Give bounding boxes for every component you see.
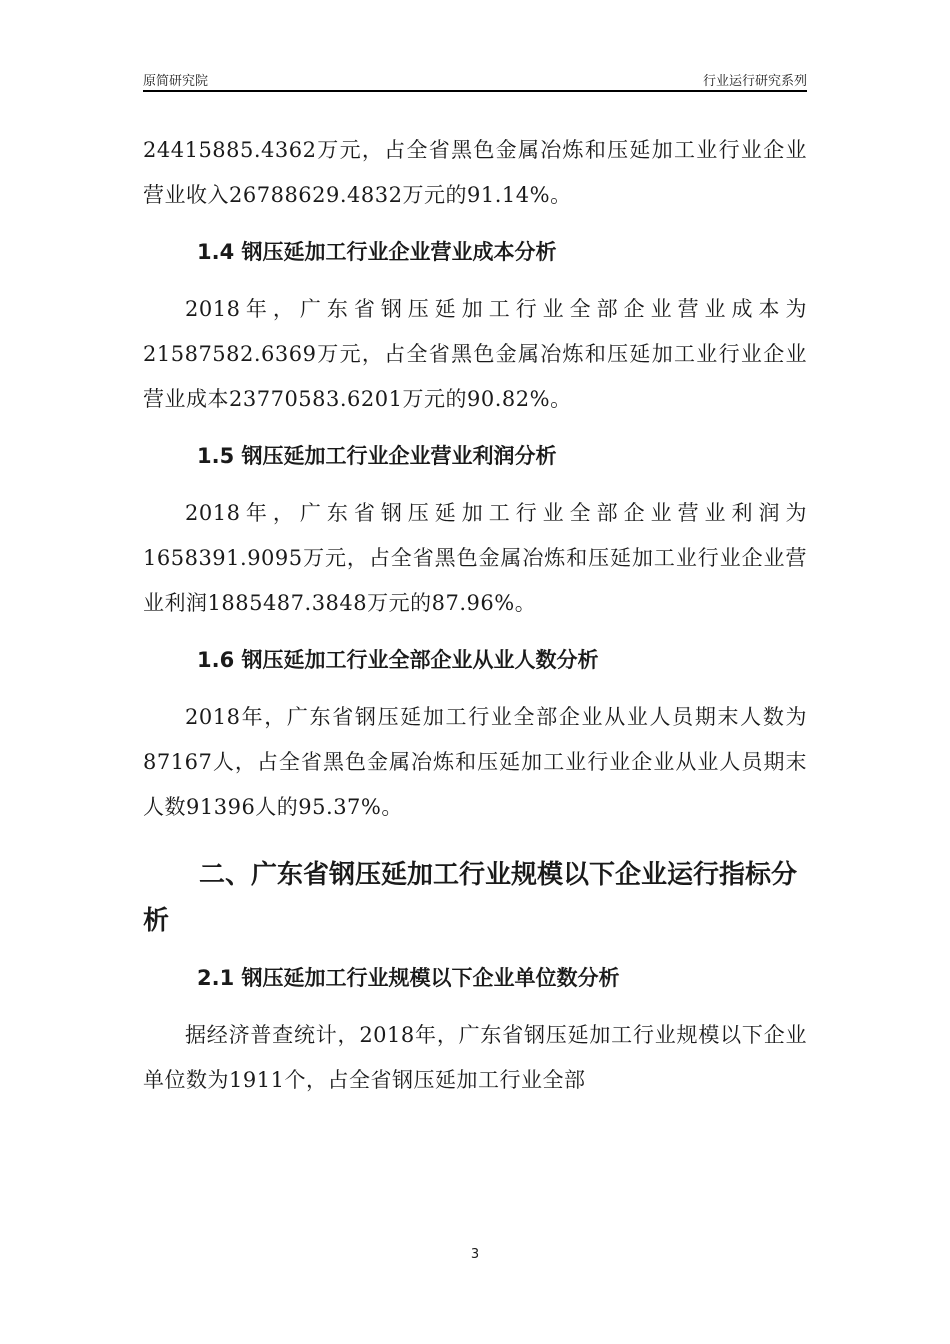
document-body — [143, 128, 807, 1103]
page-header — [143, 68, 807, 92]
paragraph-revenue-cont: 24415885.4362万元，占全省黑色金属冶炼和压延加工业行业企业营业收入26788629.4832万元的91.14%。 — [143, 138, 807, 207]
paragraph-profit: 2018年，广东省钢压延加工行业全部企业营业利润为1658391.9095万元，占全省黑色金属冶炼和压延加工业行业企业营业利润1885487.3848万元的87.96%。 — [143, 501, 807, 615]
paragraph-unit-count: 据经济普查统计，2018年，广东省钢压延加工行业规模以下企业单位数为1911个，占全省钢压延加工行业全部 — [143, 1023, 807, 1092]
heading-1-5: 1.5 钢压延加工行业企业营业利润分析 — [197, 444, 557, 468]
header-publisher: 原简研究院 — [143, 74, 209, 89]
heading-1-4: 1.4 钢压延加工行业企业营业成本分析 — [197, 240, 557, 264]
heading-2-1: 2.1 钢压延加工行业规模以下企业单位数分析 — [197, 966, 620, 990]
paragraph-employees: 2018年，广东省钢压延加工行业全部企业从业人员期末人数为87167人，占全省黑色金属冶炼和压延加工业行业企业从业人员期末人数91396人的95.37%。 — [143, 705, 807, 819]
paragraph-cost: 2018年，广东省钢压延加工行业全部企业营业成本为21587582.6369万元，占全省黑色金属冶炼和压延加工业行业企业营业成本23770583.6201万元的90.82%。 — [143, 297, 807, 411]
page-number: 3 — [470, 1247, 480, 1262]
header-series: 行业运行研究系列 — [702, 74, 807, 89]
heading-1-6: 1.6 钢压延加工行业全部企业从业人数分析 — [197, 648, 599, 672]
heading-section-2: 二、广东省钢压延加工行业规模以下企业运行指标分析 — [143, 860, 798, 936]
